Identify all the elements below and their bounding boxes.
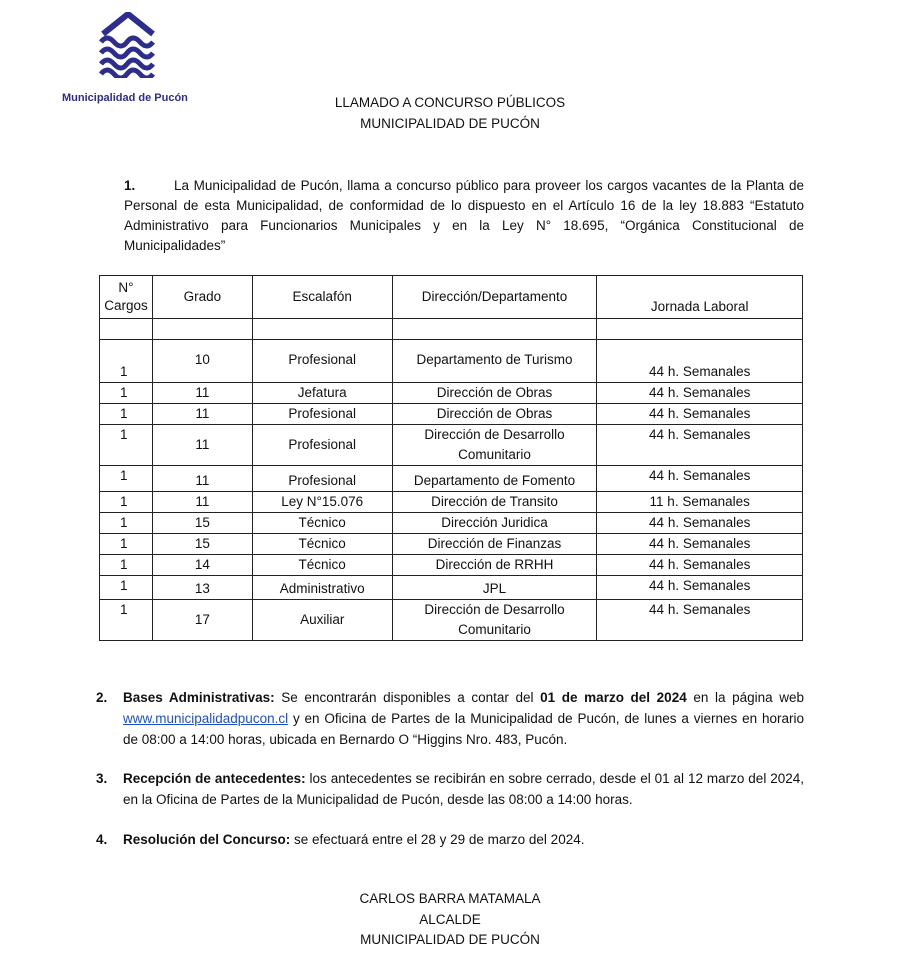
header-cargos: N° Cargos [100, 276, 153, 319]
table-row: 1 11 Ley N°15.076 Dirección de Transito 11 h. Semanales [100, 492, 803, 513]
section-2-text-c: y en Oficina de Partes de la Municipalidad de Pucón, de lunes a viernes en horario de 08:00 a 14:00 horas, ubicada en Bernardo O “Higgins Nro. 483, Pucón. [123, 711, 804, 747]
section-3 [96, 768, 804, 810]
document-title: LLAMADO A CONCURSO PÚBLICOS [334, 95, 566, 110]
section-1-number: 1. [124, 178, 136, 193]
section-4-number: 4. [96, 832, 108, 847]
signature-org: MUNICIPALIDAD DE PUCÓN [360, 932, 540, 947]
pucon-emblem-icon [95, 12, 161, 78]
header-grado: Grado [152, 276, 252, 319]
section-1-text: La Municipalidad de Pucón, llama a concurso público para proveer los cargos vacantes de la Planta de Personal de esta Municipalidad, de conformidad de lo dispuesto en el Artículo 16 de la ley 18.883 “Estatuto Administrativo para Funcionarios Municipales y en la Ley N° 18.695, “Orgánica Constitucional de Municipalidades” [124, 178, 804, 253]
table-row: 1 11 Profesional Dirección de Desarrollo Comunitario 44 h. Semanales [100, 425, 803, 466]
header-jornada: Jornada Laboral [597, 276, 803, 319]
municipality-logo [62, 12, 202, 102]
table-row: 1 15 Técnico Dirección de Finanzas 44 h. Semanales [100, 534, 803, 555]
table-row: 1 17 Auxiliar Dirección de Desarrollo Comunitario 44 h. Semanales [100, 600, 803, 641]
section-2-text-b: en la página web [686, 690, 805, 705]
table-row: 1 10 Profesional Departamento de Turismo 44 h. Semanales [100, 340, 803, 383]
signature-role: ALCALDE [419, 911, 481, 927]
signature-block [0, 889, 900, 951]
section-3-number: 3. [96, 771, 108, 786]
section-3-label: Recepción de antecedentes: [123, 771, 306, 786]
table-row: 1 14 Técnico Dirección de RRHH 44 h. Semanales [100, 555, 803, 576]
header-escalafon: Escalafón [252, 276, 392, 319]
document-subtitle: MUNICIPALIDAD DE PUCÓN [360, 116, 540, 131]
logo-caption: Municipalidad de Pucón [62, 92, 188, 104]
signature-name: CARLOS BARRA MATAMALA [359, 891, 541, 906]
section-4-text: se efectuará entre el 28 y 29 de marzo del 2024. [290, 832, 585, 847]
table-row: 1 11 Jefatura Dirección de Obras 44 h. Semanales [100, 383, 803, 404]
table-header-row [100, 276, 803, 319]
table-row: 1 15 Técnico Dirección Juridica 44 h. Semanales [100, 513, 803, 534]
vacancies-table [99, 275, 803, 641]
table-row: 1 11 Profesional Departamento de Fomento 44 h. Semanales [100, 466, 803, 492]
section-3-text: los antecedentes se recibirán en sobre cerrado, desde el 01 al 12 marzo del 2024, en la Oficina de Partes de la Municipalidad de Pucón, desde las 08:00 a 14:00 horas. [123, 771, 805, 807]
table-row: 1 11 Profesional Dirección de Obras 44 h. Semanales [100, 404, 803, 425]
section-2-text-a: Se encontrarán disponibles a contar del [274, 690, 541, 705]
section-4-label: Resolución del Concurso: [123, 832, 291, 847]
table-row: 1 13 Administrativo JPL 44 h. Semanales [100, 576, 803, 600]
section-1 [124, 176, 804, 256]
section-2 [96, 687, 804, 750]
section-4 [96, 829, 804, 850]
table-empty-row [100, 319, 803, 340]
section-2-date: 01 de marzo del 2024 [540, 690, 687, 705]
website-link[interactable]: www.municipalidadpucon.cl [123, 711, 289, 726]
section-2-number: 2. [96, 690, 108, 705]
section-2-label: Bases Administrativas: [123, 690, 275, 705]
header-direccion: Dirección/Departamento [392, 276, 597, 319]
